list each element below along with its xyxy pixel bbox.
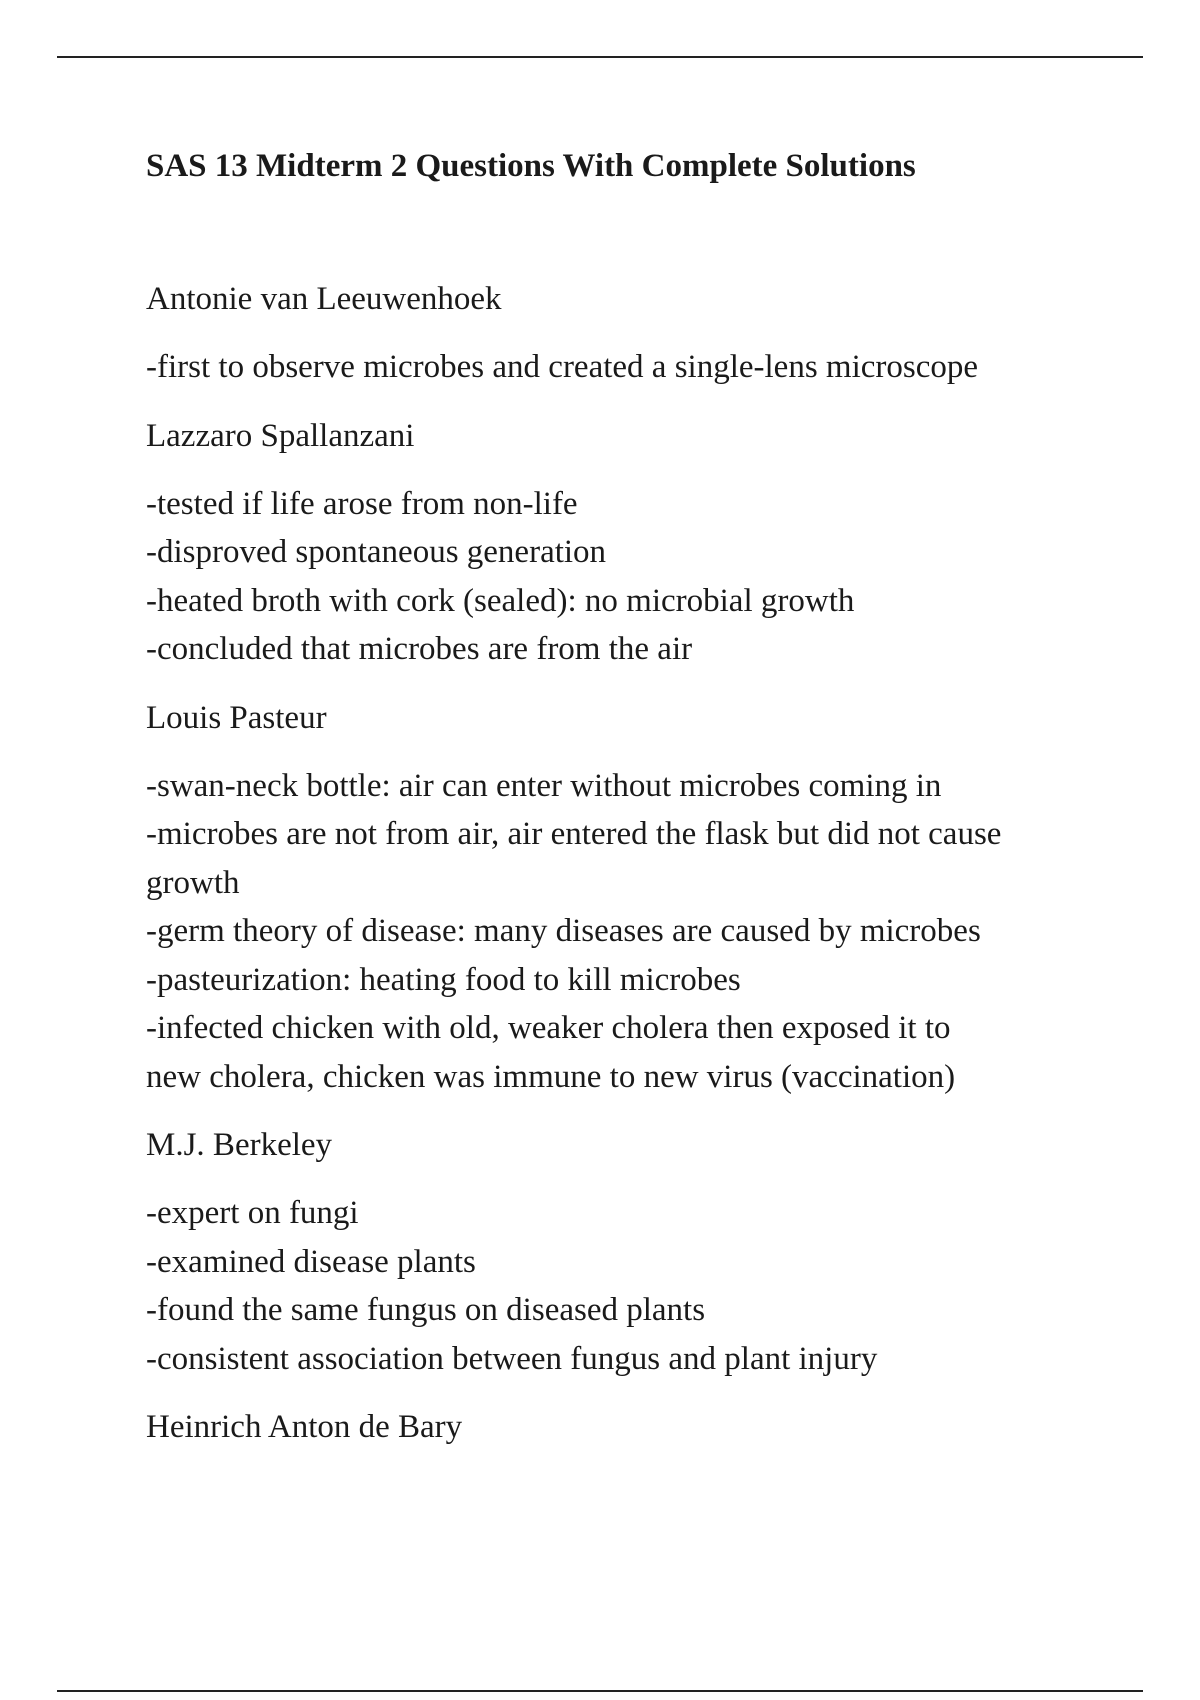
definition-line: -microbes are not from air, air entered the flask but did not cause bbox=[146, 816, 1002, 852]
entry-term: Louis Pasteur bbox=[146, 699, 327, 736]
entry-term: Lazzaro Spallanzani bbox=[146, 417, 415, 454]
definition-line: -heated broth with cork (sealed): no microbial growth bbox=[146, 582, 855, 619]
definition-line: -disproved spontaneous generation bbox=[146, 534, 607, 570]
entry bbox=[146, 1121, 1106, 1383]
entry-term: M.J. Berkeley bbox=[146, 1127, 333, 1163]
page-content bbox=[146, 142, 1106, 1471]
definition-line: -germ theory of disease: many diseases are caused by microbes bbox=[146, 913, 981, 949]
entry-definition bbox=[146, 762, 1106, 1102]
entry-definition bbox=[146, 480, 1106, 674]
entry bbox=[146, 694, 1106, 1102]
bottom-rule bbox=[57, 1690, 1143, 1692]
definition-line: growth bbox=[146, 864, 240, 901]
entry bbox=[146, 412, 1106, 674]
entries-list bbox=[146, 275, 1106, 1451]
entry-definition bbox=[146, 1189, 1106, 1383]
definition-line: new cholera, chicken was immune to new virus (vaccination) bbox=[146, 1058, 956, 1095]
definition-line: -concluded that microbes are from the air bbox=[146, 631, 693, 667]
top-rule bbox=[57, 56, 1143, 58]
document-title: SAS 13 Midterm 2 Questions With Complete Solutions bbox=[146, 148, 916, 184]
entry-term: Antonie van Leeuwenhoek bbox=[146, 281, 502, 317]
entry-definition bbox=[146, 343, 1106, 392]
entry bbox=[146, 275, 1106, 392]
definition-line: -found the same fungus on diseased plants bbox=[146, 1292, 706, 1328]
definition-line: -expert on fungi bbox=[146, 1195, 359, 1231]
definition-line: -consistent association between fungus and plant injury bbox=[146, 1340, 878, 1377]
definition-line: -pasteurization: heating food to kill microbes bbox=[146, 961, 741, 998]
definition-line: -infected chicken with old, weaker cholera then exposed it to bbox=[146, 1010, 951, 1046]
definition-line: -examined disease plants bbox=[146, 1243, 476, 1280]
definition-line: -tested if life arose from non-life bbox=[146, 485, 578, 522]
definition-line: -swan-neck bottle: air can enter without microbes coming in bbox=[146, 767, 942, 804]
entry-term: Heinrich Anton de Bary bbox=[146, 1409, 463, 1445]
entry bbox=[146, 1403, 1106, 1451]
definition-line: -first to observe microbes and created a single-lens microscope bbox=[146, 349, 979, 385]
